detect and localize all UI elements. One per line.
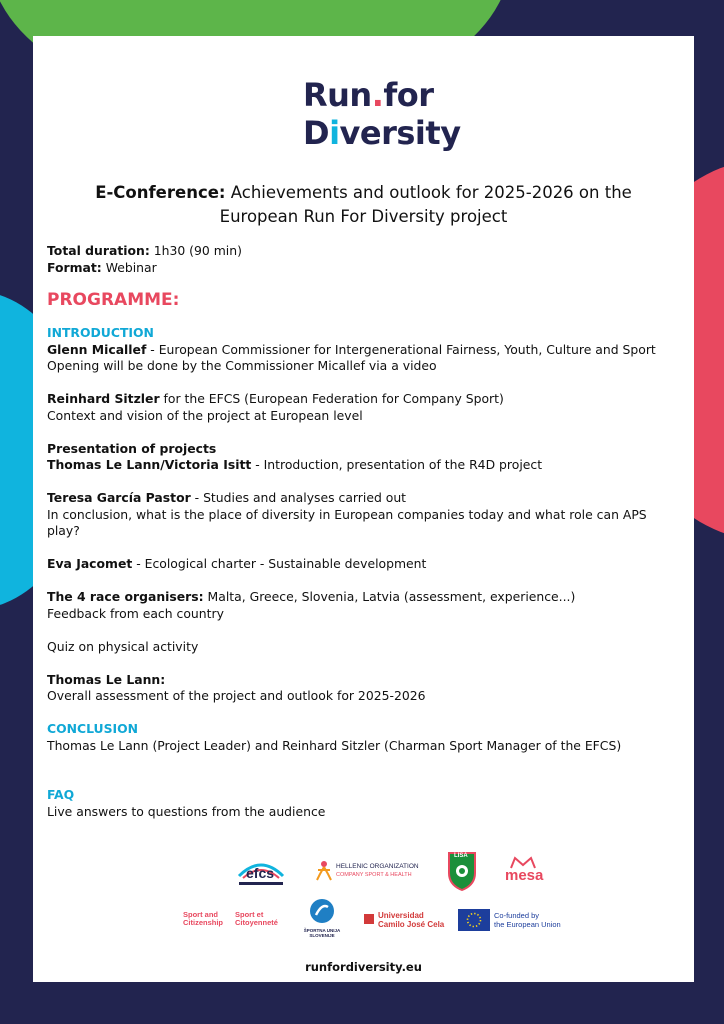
runner-icon bbox=[315, 860, 333, 882]
sport-et-citoyennete-logo: Sport et Citoyenneté bbox=[235, 910, 278, 927]
logo-line-1: Run.for bbox=[303, 76, 434, 114]
projects-heading: Presentation of projects bbox=[47, 440, 217, 456]
quiz-line: Quiz on physical activity bbox=[47, 638, 199, 654]
partner-logos bbox=[33, 848, 694, 958]
programme-heading: PROGRAMME: bbox=[47, 290, 180, 310]
logo-line-2: Diversity bbox=[303, 114, 461, 152]
lisa-logo: LISA bbox=[447, 851, 477, 891]
faq-text: Live answers to questions from the audience bbox=[47, 803, 326, 819]
pastor-line: Teresa García Pastor - Studies and analyses carried out bbox=[47, 490, 407, 505]
format: Format: Webinar bbox=[47, 259, 157, 275]
mesa-logo: mesa bbox=[499, 854, 547, 888]
total-duration: Total duration: 1h30 (90 min) bbox=[47, 243, 242, 258]
introduction-heading: INTRODUCTION bbox=[47, 325, 154, 340]
run-for-diversity-logo bbox=[303, 76, 461, 156]
lelann-note: Overall assessment of the project and outlook for 2025-2026 bbox=[47, 688, 426, 703]
sportna-unija-emblem-icon bbox=[291, 898, 353, 926]
conference-title: E-Conference: Achievements and outlook for 2025-2026 on the European Run For Diversity project bbox=[95, 183, 632, 226]
sitzler-note: Context and vision of the project at European level bbox=[47, 407, 363, 423]
conclusion-heading: CONCLUSION bbox=[47, 721, 139, 736]
sport-and-citizenship-logo: Sport and Citizenship bbox=[183, 910, 224, 927]
lelann-isitt-line: Thomas Le Lann/Victoria Isitt - Introduction, presentation of the R4D project bbox=[47, 457, 543, 472]
hellenic-organization-logo: HELLENIC ORGANIZATION COMPANY SPORT & HEALTH bbox=[315, 860, 425, 886]
conclusion-text: Thomas Le Lann (Project Leader) and Reinhard Sitzler (Charman Sport Manager of the EFCS) bbox=[47, 737, 622, 753]
micallef-note: Opening will be done by the Commissioner Micallef via a video bbox=[47, 358, 437, 373]
jacomet-line: Eva Jacomet - Ecological charter - Sustainable development bbox=[47, 556, 427, 571]
eu-cofunded-logo: Co-funded by the European Union bbox=[458, 909, 568, 933]
organisers-line: The 4 race organisers: Malta, Greece, Slovenia, Latvia (assessment, experience...) bbox=[47, 589, 576, 604]
programme-content bbox=[47, 243, 672, 820]
faq-heading: FAQ bbox=[47, 787, 75, 802]
organisers-note: Feedback from each country bbox=[47, 605, 224, 621]
universidad-camilo-jose-cela-logo: Universidad Camilo José Cela bbox=[363, 911, 443, 935]
efcs-logo: efcs bbox=[233, 856, 289, 888]
ucjc-icon bbox=[363, 913, 375, 925]
lelann-label: Thomas Le Lann: bbox=[47, 671, 166, 687]
sportna-unija-slovenije-logo: ŠPORTNA UNIJA SLOVENIJE bbox=[291, 898, 353, 942]
website-url[interactable]: runfordiversity.eu bbox=[305, 960, 422, 974]
eu-flag-icon bbox=[458, 909, 490, 931]
pastor-note: In conclusion, what is the place of diversity in European companies today and what role can APS play? bbox=[47, 506, 647, 538]
sitzler-line: Reinhard Sitzler for the EFCS (European Federation for Company Sport) bbox=[47, 391, 504, 406]
document-page bbox=[33, 36, 694, 982]
micallef-line: Glenn Micallef - European Commissioner for Intergenerational Fairness, Youth, Culture and Sport bbox=[47, 341, 656, 357]
